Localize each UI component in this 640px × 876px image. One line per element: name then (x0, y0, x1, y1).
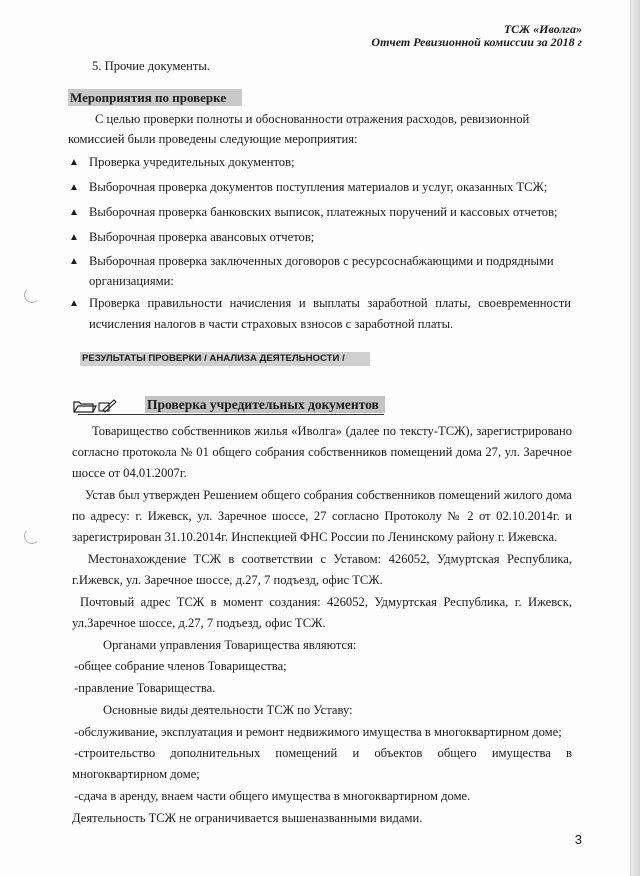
paragraph-line: Товарищество собственников жилья «Иволга» (далее по тексту-ТСЖ), зарегистрировано (92, 424, 572, 438)
list-item: -сдача в аренду, внаем части общего имущества в многоквартирном доме. (74, 789, 471, 803)
paragraph-line: г.Ижевск, ул. Заречное шоссе, д.27, 7 подъезд, офис ТСЖ. (72, 573, 383, 587)
paragraph-line: по адресу: г. Ижевск, ул. Заречное шоссе, 27 согласно Протоколу № 2 от 02.10.2014г. и (72, 509, 572, 523)
section-heading: Проверка учредительных документов (145, 396, 385, 413)
triangle-bullet-icon: ▲ (69, 157, 79, 168)
heading-underline (78, 414, 384, 415)
list-item: -строительство дополнительных помещений и объектов общего имущества в (74, 746, 572, 760)
triangle-bullet-icon: ▲ (69, 298, 79, 309)
paragraph-line: зарегистрирован 31.10.2014г. Инспекцией ФНС России по Ленинскому району г. Ижевска. (72, 530, 558, 544)
paragraph-line: Местонахождение ТСЖ в соответствии с Уставом: 426052, Удмуртская Республика, (88, 552, 572, 566)
header-org: ТСЖ «Иволга» (503, 22, 582, 36)
list-item: -обслуживание, эксплуатация и ремонт недвижимого имущества в многоквартирном доме; (74, 725, 562, 739)
punch-hole-mark (24, 528, 40, 544)
paragraph-line: Почтовый адрес ТСЖ в момент создания: 426052, Удмуртская Республика, г. Ижевск, (80, 595, 572, 609)
punch-hole-mark (24, 287, 40, 303)
paragraph-line: согласно протокола № 01 общего собрания собственников помещений дома 27, ул. Заречное (72, 445, 572, 459)
list-item-continuation: многоквартирном доме; (72, 767, 200, 781)
list-item-continuation: исчисления налогов в части страховых взносов с заработной платы. (89, 317, 454, 331)
list-item: 5. Прочие документы. (92, 59, 210, 73)
list-item: Проверка правильности начисления и выплаты заработной платы, своевременности (89, 296, 571, 310)
paragraph-line: комиссией были проведены следующие мероприятия: (68, 132, 358, 146)
scan-edge (630, 0, 640, 876)
list-item: Выборочная проверка банковских выписок, платежных поручений и кассовых отчетов; (89, 205, 558, 219)
paragraph-line: Основные виды деятельности ТСЖ по Уставу: (103, 703, 353, 717)
paragraph-line: шоссе от 04.01.2007г. (72, 466, 187, 480)
list-item-continuation: организациями: (89, 274, 174, 288)
paragraph-line: С целью проверки полноты и обоснованности отражения расходов, ревизионной (95, 112, 530, 126)
list-item: Выборочная проверка авансовых отчетов; (89, 230, 315, 244)
list-item: Выборочная проверка документов поступления материалов и услуг, оказанных ТСЖ; (89, 180, 548, 194)
page-number: 3 (574, 832, 582, 847)
triangle-bullet-icon: ▲ (69, 256, 79, 267)
triangle-bullet-icon: ▲ (69, 182, 79, 193)
list-item: Проверка учредительных документов; (89, 155, 295, 169)
paragraph-line: Деятельность ТСЖ не ограничивается вышеназванными видами. (72, 811, 423, 825)
results-heading: РЕЗУЛЬТАТЫ ПРОВЕРКИ / АНАЛИЗА ДЕЯТЕЛЬНОСТИ / (80, 352, 370, 366)
triangle-bullet-icon: ▲ (69, 207, 79, 218)
paragraph-line: ул.Заречное шоссе, д.27, 7 подъезд, офис ТСЖ. (72, 616, 326, 630)
section-heading: Мероприятия по проверке (68, 89, 242, 106)
list-item: -правление Товарищества. (74, 681, 216, 695)
folder-pen-icon (73, 399, 117, 418)
header-report-title: Отчет Ревизионной комиссии за 2018 г (371, 35, 582, 49)
list-item: Выборочная проверка заключенных договоров с ресурсоснабжающими и подрядными (89, 254, 554, 268)
list-item: -общее собрание членов Товарищества; (74, 659, 287, 673)
triangle-bullet-icon: ▲ (69, 232, 79, 243)
paragraph-line: Органами управления Товарищества являются: (103, 638, 357, 652)
paragraph-line: Устав был утвержден Решением общего собрания собственников помещений жилого дома (85, 488, 572, 502)
